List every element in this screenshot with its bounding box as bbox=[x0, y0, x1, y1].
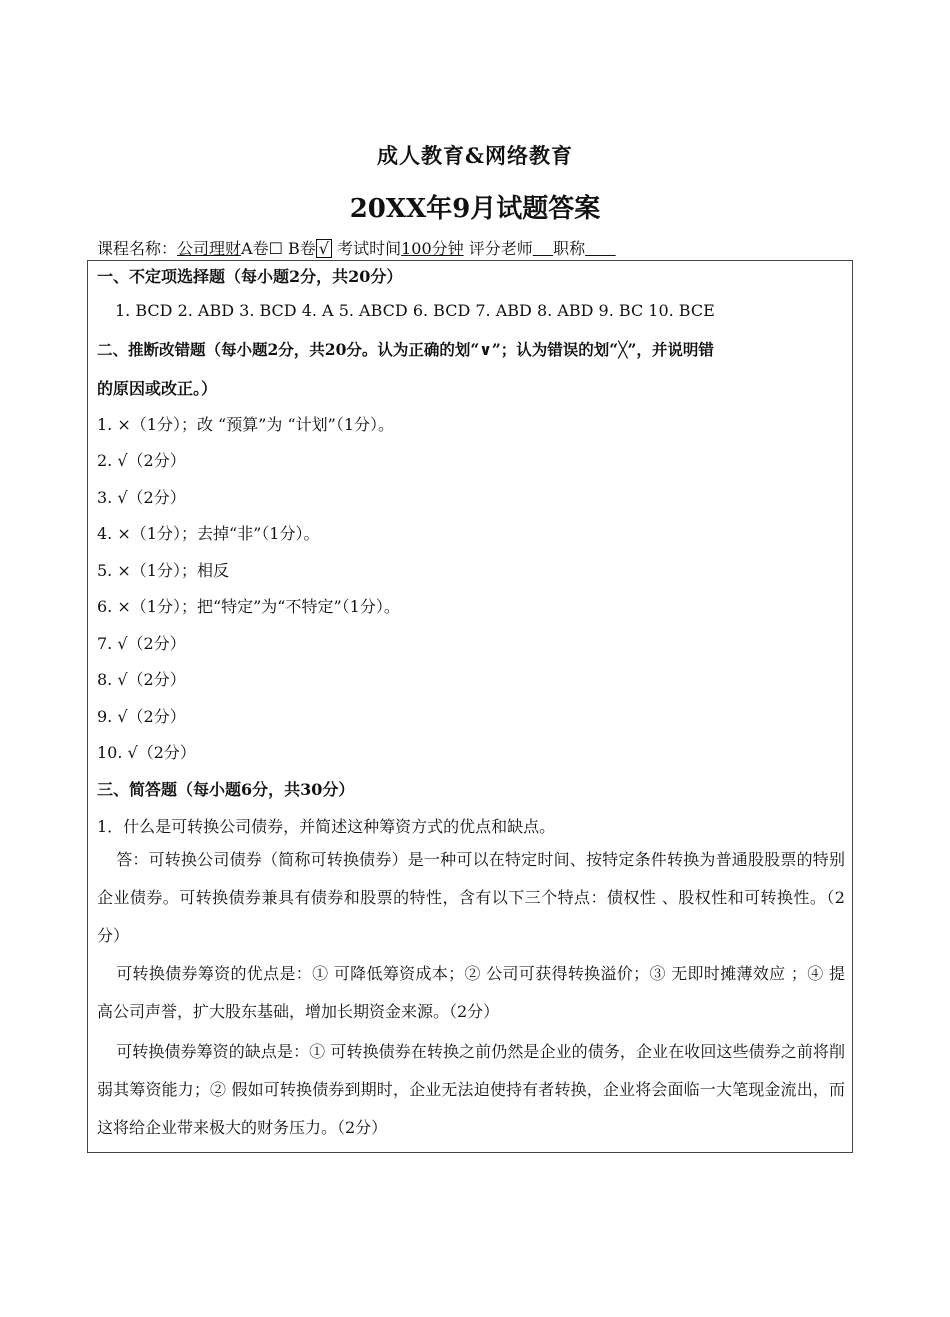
course-name-label: 课程名称： bbox=[97, 239, 178, 258]
section-1-answers: 1. BCD 2. ABD 3. BCD 4. A 5. ABCD 6. BCD 7. ABD 8. ABD 9. BC 10. BCE bbox=[115, 301, 715, 320]
judgment-item: 7. √（2分） bbox=[97, 634, 186, 653]
judgment-item: 9. √（2分） bbox=[97, 707, 186, 726]
exam-time-label: 考试时间 bbox=[337, 239, 402, 258]
judgment-item: 2. √（2分） bbox=[97, 451, 186, 470]
organization-header: 成人教育&网络教育 bbox=[377, 143, 573, 168]
short-answer-question-1: 1．什么是可转换公司债券，并简述这种筹资方式的优点和缺点。 bbox=[97, 817, 556, 836]
judgment-item: 1. ×（1分）；改 “预算”为 “计划”（1分）。 bbox=[97, 415, 395, 434]
judgment-item: 4. ×（1分）；去掉“非”（1分）。 bbox=[97, 524, 320, 543]
title-blank bbox=[585, 239, 616, 258]
paper-b-checkbox: √ bbox=[316, 239, 332, 258]
answer-paragraph-definition: 答：可转换公司债券（简称可转换债券）是一种可以在特定时间、按特定条件转换为普通股股票的特别企业债券。可转换债券兼具有债券和股票的特性，含有以下三个特点：债权性 、股权性和可转换性。（2分） bbox=[97, 850, 845, 945]
judgment-item: 10. √（2分） bbox=[97, 743, 196, 762]
exam-title: 20XX年9月试题答案 bbox=[349, 194, 601, 224]
answer-paragraph-disadvantages: 可转换债券筹资的缺点是：① 可转换债券在转换之前仍然是企业的债务，企业在收回这些债券之前将削弱其筹资能力；② 假如可转换债券到期时，企业无法迫使持有者转换，企业将会面临一大笔现金流出，而这将给企业带来极大的财务压力。（2分） bbox=[97, 1042, 845, 1137]
answer-paragraph-advantages: 可转换债券筹资的优点是：① 可降低筹资成本；② 公司可获得转换溢价；③ 无即时摊薄效应 ；④ 提高公司声誉，扩大股东基础，增加长期资金来源。（2分） bbox=[97, 964, 845, 1021]
exam-time: 100分钟 bbox=[401, 239, 464, 258]
judgment-item: 3. √（2分） bbox=[97, 488, 186, 507]
course-info-line bbox=[97, 236, 616, 259]
paper-type: A卷☐ B卷 bbox=[241, 239, 316, 258]
judgment-item: 6. ×（1分）；把“特定”为“不特定”（1分）。 bbox=[97, 597, 400, 616]
grader-label: 评分老师 bbox=[468, 239, 533, 258]
judgment-item: 5. ×（1分）；相反 bbox=[97, 561, 229, 580]
section-2-heading-line2: 的原因或改正。） bbox=[97, 379, 218, 398]
grader-blank bbox=[533, 239, 553, 258]
course-name: 公司理财 bbox=[177, 239, 242, 258]
title-label: 职称 bbox=[553, 239, 586, 258]
section-2-heading-line1: 二、推断改错题（每小题2分，共20分。认为正确的划“∨”；认为错误的划“╳”，并说明错 bbox=[97, 340, 714, 359]
section-1-heading: 一、不定项选择题（每小题2分，共20分） bbox=[97, 267, 403, 286]
section-3-heading: 三、简答题（每小题6分，共30分） bbox=[97, 780, 355, 799]
judgment-item: 8. √（2分） bbox=[97, 670, 186, 689]
